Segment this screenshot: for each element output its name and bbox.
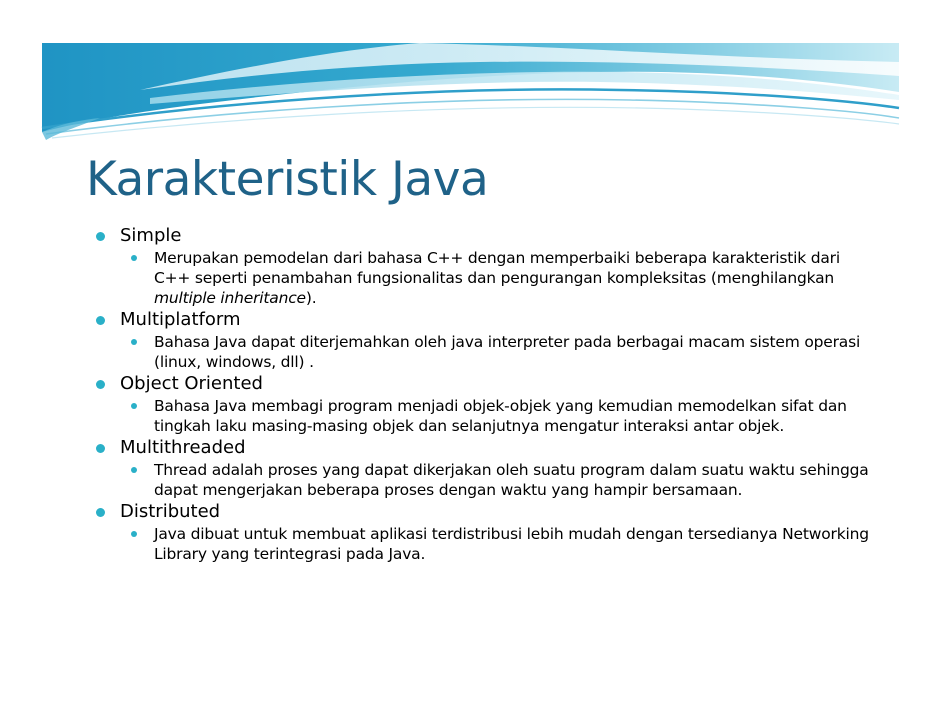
detail-text-end: ). — [305, 289, 317, 307]
bullet-dot-icon — [96, 316, 105, 325]
list-item-heading: Distributed — [120, 501, 221, 522]
detail-emphasis: multiple inheritance — [154, 289, 306, 307]
bullet-dot-icon — [96, 232, 105, 241]
sub-bullet-dot-icon — [131, 339, 137, 345]
wave-banner-decoration — [0, 0, 942, 150]
bullet-list — [96, 224, 876, 564]
detail-text: Thread adalah proses yang dapat dikerjakan oleh suatu program dalam suatu waktu sehingga dapat mengerjakan beberapa proses dengan waktu yang hampir bersamaan. — [154, 461, 869, 499]
list-item-detail — [130, 248, 876, 308]
list-item-distributed — [96, 500, 876, 524]
list-item-detail — [130, 524, 876, 564]
list-item-multithreaded — [96, 436, 876, 460]
detail-text: Bahasa Java dapat diterjemahkan oleh java interpreter pada berbagai macam sistem operasi (linux, windows, dll) . — [154, 333, 861, 371]
detail-text: Merupakan pemodelan dari bahasa C++ dengan memperbaiki beberapa karakteristik dari C++ seperti penambahan fungsionalitas dan pengurangan kompleksitas (menghilangkan — [154, 249, 840, 287]
sub-bullet-dot-icon — [131, 467, 137, 473]
slide-title: Karakteristik Java — [86, 152, 489, 207]
detail-text: Java dibuat untuk membuat aplikasi terdistribusi lebih mudah dengan tersedianya Networking Library yang terintegrasi pada Java. — [154, 525, 869, 563]
list-item-object-oriented — [96, 372, 876, 396]
sub-bullet-dot-icon — [131, 531, 137, 537]
list-item-multiplatform — [96, 308, 876, 332]
list-item-detail — [130, 460, 876, 500]
list-item-detail — [130, 332, 876, 372]
detail-text: Bahasa Java membagi program menjadi objek-objek yang kemudian memodelkan sifat dan tingkah laku masing-masing objek dan selanjutnya mengatur interaksi antar objek. — [154, 397, 847, 435]
sub-bullet-dot-icon — [131, 255, 137, 261]
list-item-heading: Object Oriented — [120, 373, 263, 394]
list-item-detail — [130, 396, 876, 436]
bullet-dot-icon — [96, 508, 105, 517]
bullet-dot-icon — [96, 380, 105, 389]
bullet-dot-icon — [96, 444, 105, 453]
sub-bullet-dot-icon — [131, 403, 137, 409]
list-item-simple — [96, 224, 876, 248]
list-item-heading: Multithreaded — [120, 437, 246, 458]
list-item-heading: Simple — [120, 225, 182, 246]
list-item-heading: Multiplatform — [120, 309, 241, 330]
